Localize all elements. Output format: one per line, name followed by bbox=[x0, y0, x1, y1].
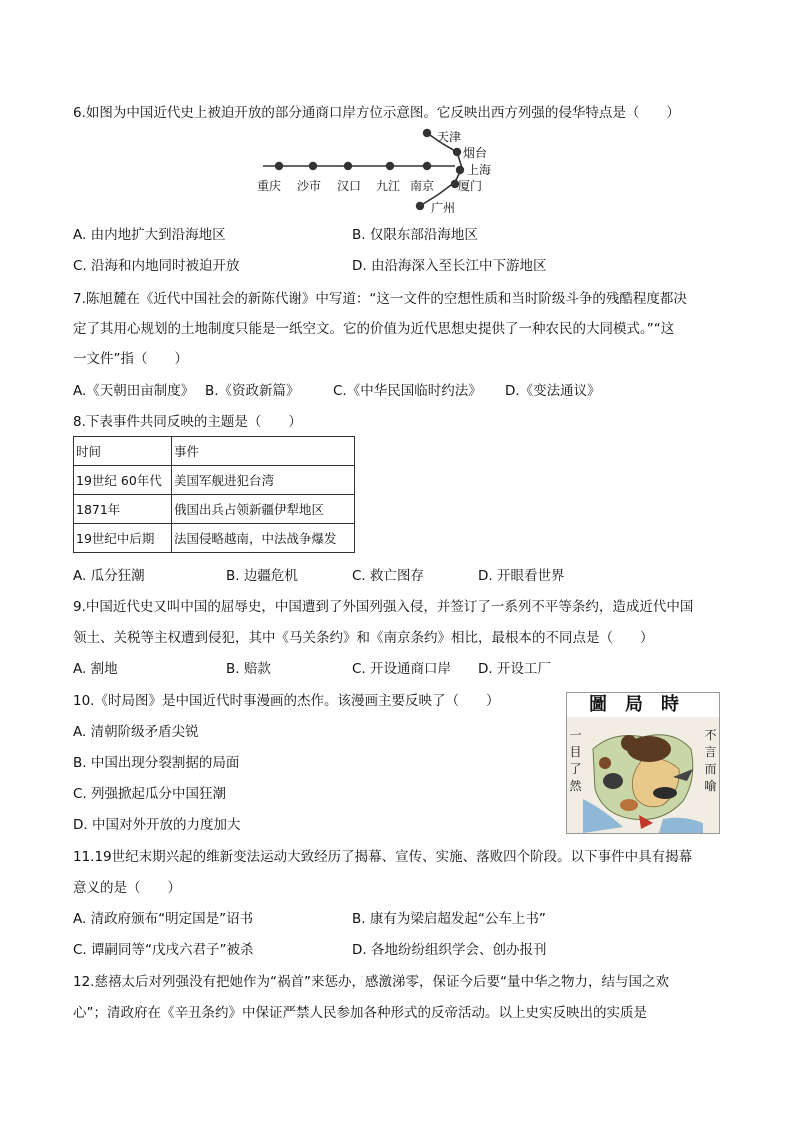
q11-line-1: 11.19世纪末期兴起的维新变法运动大致经历了揭幕、宣传、实施、落败四个阶段。以下事件中具有揭幕 bbox=[73, 849, 693, 865]
q8-option-c: C. 救亡图存 bbox=[352, 568, 425, 584]
nanjing-dot bbox=[423, 162, 431, 170]
cartoon-map-illustration bbox=[583, 719, 703, 833]
q11-line-2: 意义的是（ ） bbox=[73, 880, 181, 896]
xiamen-label: 厦门 bbox=[458, 179, 483, 193]
q6-option-a: A. 由内地扩大到沿海地区 bbox=[73, 227, 226, 243]
q9-line-2: 领土、关税等主权遭到侵犯，其中《马关条约》和《南京条约》相比，最根本的不同点是（ ） bbox=[73, 630, 654, 646]
q9-option-c: C. 开设通商口岸 bbox=[352, 661, 452, 677]
cartoon-left-text: 一目了然 bbox=[569, 728, 582, 793]
q7-line-1: 7.陈旭麓在《近代中国社会的新陈代谢》中写道：“这一文件的空想性质和当时阶级斗争的残酷程度都决 bbox=[73, 291, 687, 307]
shanghai-label: 上海 bbox=[467, 163, 492, 177]
yantai-dot bbox=[453, 148, 461, 156]
q8-option-d: D. 开眼看世界 bbox=[478, 568, 565, 584]
hankou-label: 汉口 bbox=[337, 179, 362, 193]
yantai-label: 烟台 bbox=[463, 146, 488, 160]
q9-line-1: 9.中国近代史又叫中国的屈辱史，中国遭到了外国列强入侵，并签订了一系列不平等条约，造成近代中国 bbox=[73, 599, 694, 615]
guangzhou-label: 广州 bbox=[431, 201, 456, 215]
q7-option-d: D.《变法通议》 bbox=[505, 383, 601, 399]
q10-stem: 10.《时局图》是中国近代时事漫画的杰作。该漫画主要反映了（ ） bbox=[73, 693, 500, 709]
table-cell: 美国军舰进犯台湾 bbox=[172, 466, 355, 495]
table-header-row bbox=[74, 437, 355, 466]
q10-option-c: C. 列强掀起瓜分中国狂潮 bbox=[73, 786, 227, 802]
q7-option-b: B.《资政新篇》 bbox=[205, 383, 300, 399]
q10-option-d: D. 中国对外开放的力度加大 bbox=[73, 817, 241, 833]
table-cell: 1871年 bbox=[74, 495, 172, 524]
q10-option-a: A. 清朝阶级矛盾尖锐 bbox=[73, 724, 199, 740]
events-table bbox=[73, 436, 355, 553]
shanghai-dot bbox=[456, 166, 464, 174]
q12-line-1: 12.慈禧太后对列强没有把她作为“祸首”来惩办，感激涕零，保证今后要“量中华之物力，结与国之欢 bbox=[73, 974, 669, 990]
jiujiang-label: 九江 bbox=[376, 179, 401, 193]
table-cell: 19世纪中后期 bbox=[74, 524, 172, 553]
q11-option-c: C. 谭嗣同等“戊戌六君子”被杀 bbox=[73, 942, 254, 958]
cartoon-title: 圖局時 bbox=[567, 693, 719, 717]
q11-option-b: B. 康有为梁启超发起“公车上书” bbox=[352, 911, 546, 927]
q8-option-b: B. 边疆危机 bbox=[226, 568, 298, 584]
q9-option-b: B. 赔款 bbox=[226, 661, 271, 677]
q12-line-2: 心”；清政府在《辛丑条约》中保证严禁人民参加各种形式的反帝活动。以上史实反映出的实质是 bbox=[73, 1005, 647, 1021]
tianjin-label: 天津 bbox=[437, 130, 462, 144]
q6-option-d: D. 由沿海深入至长江中下游地区 bbox=[352, 258, 547, 274]
q7-line-3: 一文件”指（ ） bbox=[73, 351, 188, 367]
q8-option-a: A. 瓜分狂潮 bbox=[73, 568, 145, 584]
jiujiang-dot bbox=[386, 162, 394, 170]
q7-line-2: 定了其用心规划的土地制度只能是一纸空文。它的价值为近代思想史提供了一种农民的大同模式。”“这 bbox=[73, 321, 675, 337]
table-cell: 19世纪 60年代 bbox=[74, 466, 172, 495]
q6-stem: 6.如图为中国近代史上被迫开放的部分通商口岸方位示意图。它反映出西方列强的侵华特点是（ ） bbox=[73, 105, 680, 121]
guangzhou-dot bbox=[416, 202, 424, 210]
table-cell: 法国侵略越南，中法战争爆发 bbox=[172, 524, 355, 553]
table-cell: 俄国出兵占领新疆伊犁地区 bbox=[172, 495, 355, 524]
shiju-tu-cartoon bbox=[566, 692, 720, 834]
q6-option-c: C. 沿海和内地同时被迫开放 bbox=[73, 258, 240, 274]
chongqing-dot bbox=[275, 162, 283, 170]
table-header-cell: 时间 bbox=[74, 437, 172, 466]
chongqing-label: 重庆 bbox=[257, 179, 282, 193]
hankou-dot bbox=[344, 162, 352, 170]
q11-option-d: D. 各地纷纷组织学会、创办报刊 bbox=[352, 942, 547, 958]
q8-stem: 8.下表事件共同反映的主题是（ ） bbox=[73, 414, 302, 430]
table-row bbox=[74, 466, 355, 495]
q10-option-b: B. 中国出现分裂割据的局面 bbox=[73, 755, 240, 771]
q9-option-d: D. 开设工厂 bbox=[478, 661, 551, 677]
table-row bbox=[74, 495, 355, 524]
q6-option-b: B. 仅限东部沿海地区 bbox=[352, 227, 478, 243]
tianjin-dot bbox=[423, 129, 431, 137]
nanjing-label: 南京 bbox=[410, 179, 435, 193]
q11-option-a: A. 清政府颁布“明定国是”诏书 bbox=[73, 911, 254, 927]
shashi-dot bbox=[309, 162, 317, 170]
table-header-cell: 事件 bbox=[172, 437, 355, 466]
q9-option-a: A. 割地 bbox=[73, 661, 118, 677]
table-row bbox=[74, 524, 355, 553]
cartoon-right-text: 不言而喻 bbox=[704, 728, 717, 793]
q7-option-a: A.《天朝田亩制度》 bbox=[73, 383, 195, 399]
q7-option-c: C.《中华民国临时约法》 bbox=[333, 383, 482, 399]
shashi-label: 沙市 bbox=[297, 179, 322, 193]
treaty-ports-map bbox=[255, 126, 515, 218]
